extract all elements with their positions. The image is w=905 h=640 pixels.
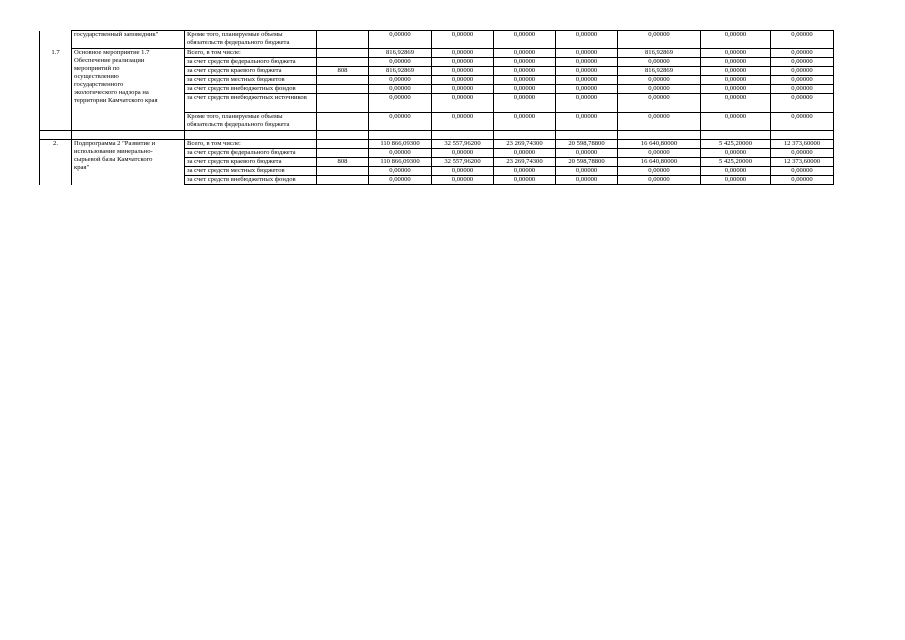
row-label: за счет средств внебюджетных фондов [185, 85, 317, 94]
measure-name-tail: государственный заповедник" [72, 31, 185, 49]
row-label: Всего, в том числе: [185, 49, 317, 58]
table-row: за счет средств местных бюджетов 0,00000 0,00000 0,00000 0,00000 0,00000 0,00000 0,00000 [40, 167, 834, 176]
budget-code: 808 [317, 67, 369, 76]
table-row: за счет средств внебюджетных фондов 0,00000 0,00000 0,00000 0,00000 0,00000 0,00000 0,00000 [40, 85, 834, 94]
table-row: за счет средств федерального бюджета 0,00000 0,00000 0,00000 0,00000 0,00000 0,00000 0,00000 [40, 149, 834, 158]
budget-table [39, 30, 834, 185]
table-row: государственный заповедник" Кроме того, планируемые объемы обязательств федерального бюджета 0,00000 0,00000 0,00000 0,00000 0,00000 0,00000 0,00000 [40, 31, 834, 49]
table-row: 1.7 Основное мероприятие 1.7 Обеспечение реализации мероприятий по осуществлению государственного экологического надзора на территории Камчатского края Всего, в том числе: 816,92869 0,00000 0,00000 0,00000 816,92869 0,00000 0,00000 [40, 49, 834, 58]
row-label: за счет средств внебюджетных источников [185, 94, 317, 113]
measure-name: Основное мероприятие 1.7 Обеспечение реализации мероприятий по осуществлению государственного экологического надзора на территории Камчатского края [72, 49, 185, 131]
row-label: за счет средств местных бюджетов [185, 76, 317, 85]
row-label: за счет средств местных бюджетов [185, 167, 317, 176]
budget-code: 808 [317, 158, 369, 167]
subprogram-name: Подпрограмма 2 "Развитие и использование минерально- сырьевой базы Камчатского края" [72, 140, 185, 185]
table-row: за счет средств краевого бюджета 808 110 866,09300 32 557,96200 23 269,74300 20 598,78800 16 640,80000 5 425,20000 12 373,60000 [40, 158, 834, 167]
row-label: Всего, в том числе: [185, 140, 317, 149]
table-row: за счет средств федерального бюджета 0,00000 0,00000 0,00000 0,00000 0,00000 0,00000 0,00000 [40, 58, 834, 67]
row-label: за счет средств федерального бюджета [185, 58, 317, 67]
table-row: за счет средств внебюджетных фондов 0,00000 0,00000 0,00000 0,00000 0,00000 0,00000 0,00000 [40, 176, 834, 185]
table-row: за счет средств местных бюджетов 0,00000 0,00000 0,00000 0,00000 0,00000 0,00000 0,00000 [40, 76, 834, 85]
row-number: 2. [40, 140, 72, 185]
row-label: за счет средств краевого бюджета [185, 158, 317, 167]
table-row: за счет средств внебюджетных источников 0,00000 0,00000 0,00000 0,00000 0,00000 0,00000 0,00000 [40, 94, 834, 113]
row-label: за счет средств внебюджетных фондов [185, 176, 317, 185]
row-label: Кроме того, планируемые объемы обязательств федерального бюджета [185, 31, 317, 49]
table-row: 2. Подпрограмма 2 "Развитие и использование минерально- сырьевой базы Камчатского края" Всего, в том числе: 110 866,09300 32 557,96200 23 269,74300 20 598,78800 16 640,80000 5 425,20000 12 373,60000 [40, 140, 834, 149]
row-label: за счет средств краевого бюджета [185, 67, 317, 76]
row-label: Кроме того, планируемые объемы обязательств федерального бюджета [185, 113, 317, 131]
table-row-blank [40, 131, 834, 140]
table-row: Кроме того, планируемые объемы обязательств федерального бюджета 0,00000 0,00000 0,00000 0,00000 0,00000 0,00000 0,00000 [40, 113, 834, 131]
row-label: за счет средств федерального бюджета [185, 149, 317, 158]
table-row: за счет средств краевого бюджета 808 816,92869 0,00000 0,00000 0,00000 816,92869 0,00000 0,00000 [40, 67, 834, 76]
row-number: 1.7 [40, 49, 72, 131]
